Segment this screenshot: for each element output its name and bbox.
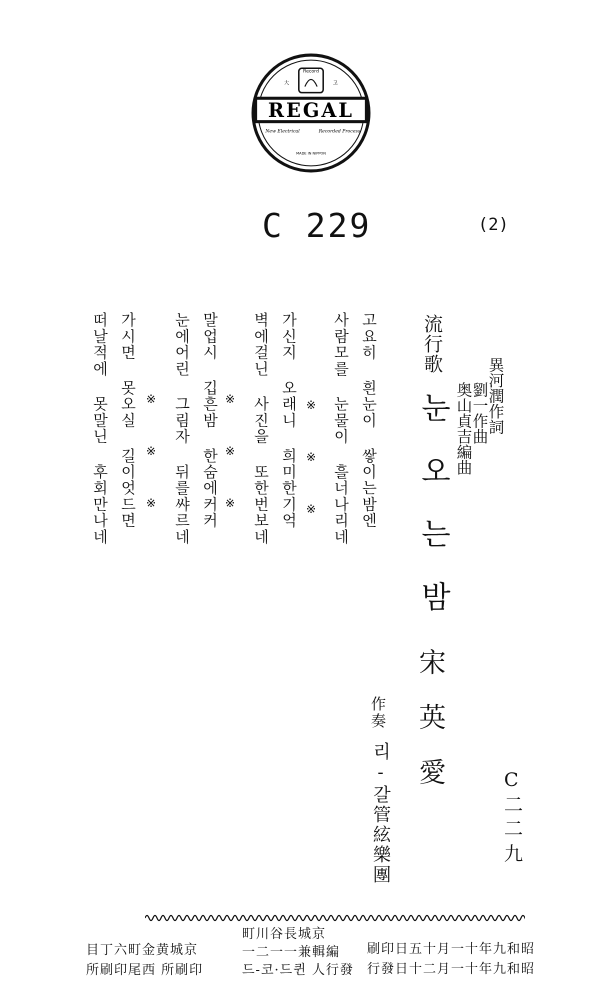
catalog-char: 九: [504, 843, 524, 866]
composer-credit: 劉一作曲: [470, 382, 489, 444]
imprint-print-date: 昭和九年十一月十五日印刷: [366, 942, 535, 957]
separator-mark: ※: [146, 496, 157, 510]
lyric-line: 눈에어린 그림자 뒤를쌰르네: [173, 312, 191, 545]
separator-mark: ※: [306, 398, 317, 412]
wavy-divider: [145, 912, 525, 924]
catalog-char: C: [504, 769, 519, 791]
song-genre: 流行歌: [421, 314, 443, 374]
separator-mark: ※: [306, 502, 317, 516]
lyricist-credit: 異河潤作詞: [486, 357, 505, 435]
lyric-line: 가신지 오래니 희미한기억: [280, 312, 298, 529]
arranger-credit: 奥山貞吉編曲: [454, 382, 473, 475]
logo-left-badge: 大: [284, 80, 290, 87]
performance-role: 作奏: [369, 696, 387, 730]
lyric-line: 가시면 못오실 길이엇드면: [119, 312, 137, 529]
catalog-char: 二: [504, 793, 524, 816]
catalog-number: C 229: [262, 206, 372, 245]
imprint-address: 京城長谷川町: [242, 927, 327, 942]
song-title: 눈오는밤: [415, 392, 450, 644]
side-number: (2): [478, 215, 509, 235]
separator-mark: ※: [306, 450, 317, 464]
lyric-line: 벽에걸닌 사진을 또한번보네: [252, 312, 270, 545]
logo-right-sub: Recorded Process: [318, 129, 361, 135]
imprint-publisher: 發行人 퀸드·코-드: [242, 963, 354, 978]
separator-mark: ※: [225, 444, 236, 458]
separator-mark: ※: [146, 392, 157, 406]
logo-right-badge: 고: [332, 80, 338, 87]
catalog-char: 二: [504, 818, 524, 841]
imprint-editor: 編輯兼一一二一: [242, 945, 341, 960]
separator-mark: ※: [146, 444, 157, 458]
logo-top-text: Record: [303, 69, 319, 75]
logo-left-sub: New Electrical: [265, 129, 300, 135]
imprint-printer-address: 京城黄金町六丁目: [86, 943, 199, 958]
imprint-printer: 印刷所 西尾印刷所: [86, 963, 204, 978]
singer-name: 宋英愛: [414, 648, 445, 813]
logo-bottom-text: MADE IN NIPPON: [296, 151, 326, 156]
lyric-line: 고요히 흰눈이 쌓이는밤엔: [360, 312, 378, 529]
lyric-line: 사람모를 눈물이 흘너나리네: [332, 312, 350, 545]
lyric-line: 떠날적에 못말닌 후회만나네: [91, 312, 109, 545]
imprint-issue-date: 昭和九年十一月二十日發行: [366, 962, 535, 977]
logo-brand: REGAL: [268, 99, 354, 123]
separator-mark: ※: [225, 392, 236, 406]
separator-mark: ※: [225, 496, 236, 510]
orchestra-name: 리-갈管絃樂團: [370, 742, 391, 885]
catalog-number-vertical: [504, 768, 523, 867]
regal-logo: [250, 52, 372, 174]
lyric-line: 말업시 깁흔밤 한숨에커커: [201, 312, 219, 529]
